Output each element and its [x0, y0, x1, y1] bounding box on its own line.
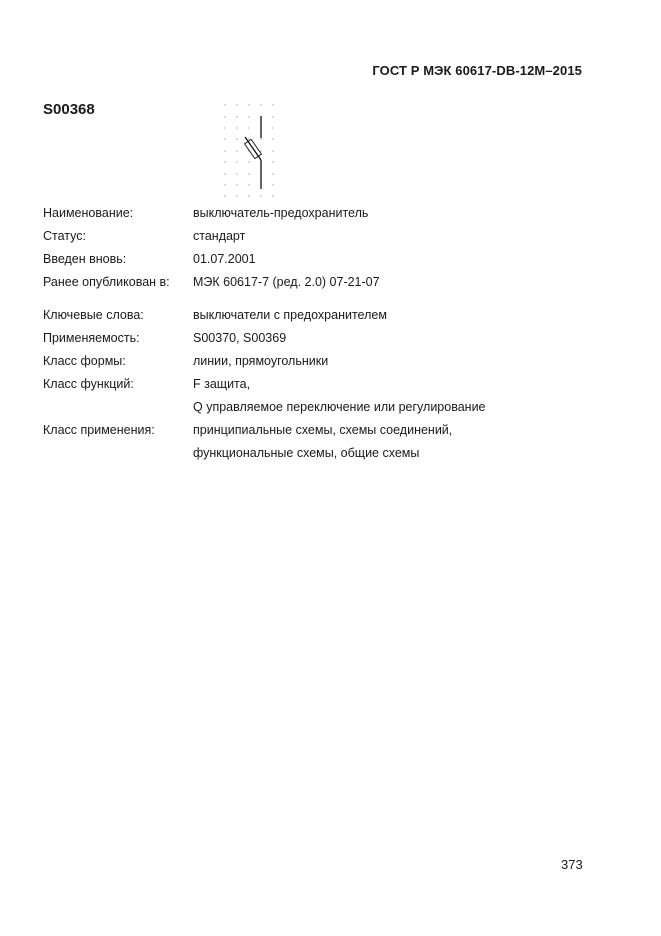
- field-value: выключатели с предохранителем: [193, 308, 387, 322]
- field-label: Введен вновь:: [43, 252, 127, 266]
- field-value: F защита,: [193, 377, 251, 391]
- field-label: Класс формы:: [43, 354, 126, 368]
- document-header: ГОСТ Р МЭК 60617-DB-12M–2015: [372, 63, 582, 78]
- field-value: МЭК 60617-7 (ред. 2.0) 07-21-07: [193, 275, 380, 289]
- field-value: стандарт: [193, 229, 246, 243]
- field-value: Q управляемое переключение или регулирование: [193, 400, 486, 414]
- symbol-id: S00368: [43, 101, 95, 118]
- field-label: Класс функций:: [43, 377, 134, 391]
- field-value: линии, прямоугольники: [193, 354, 329, 368]
- fuse-switch-symbol-icon: [215, 98, 285, 202]
- field-value: принципиальные схемы, схемы соединений,: [193, 423, 453, 437]
- field-label: Класс применения:: [43, 423, 155, 437]
- field-label: Применяемость:: [43, 331, 140, 345]
- field-label: Наименование:: [43, 206, 134, 220]
- field-value: S00370, S00369: [193, 331, 287, 345]
- page-number: 373: [561, 857, 583, 872]
- field-label: Ранее опубликован в:: [43, 275, 170, 289]
- field-value: 01.07.2001: [193, 252, 256, 266]
- field-value: выключатель-предохранитель: [193, 206, 369, 220]
- field-value: функциональные схемы, общие схемы: [193, 446, 420, 460]
- field-label: Ключевые слова:: [43, 308, 144, 322]
- field-label: Статус:: [43, 229, 86, 243]
